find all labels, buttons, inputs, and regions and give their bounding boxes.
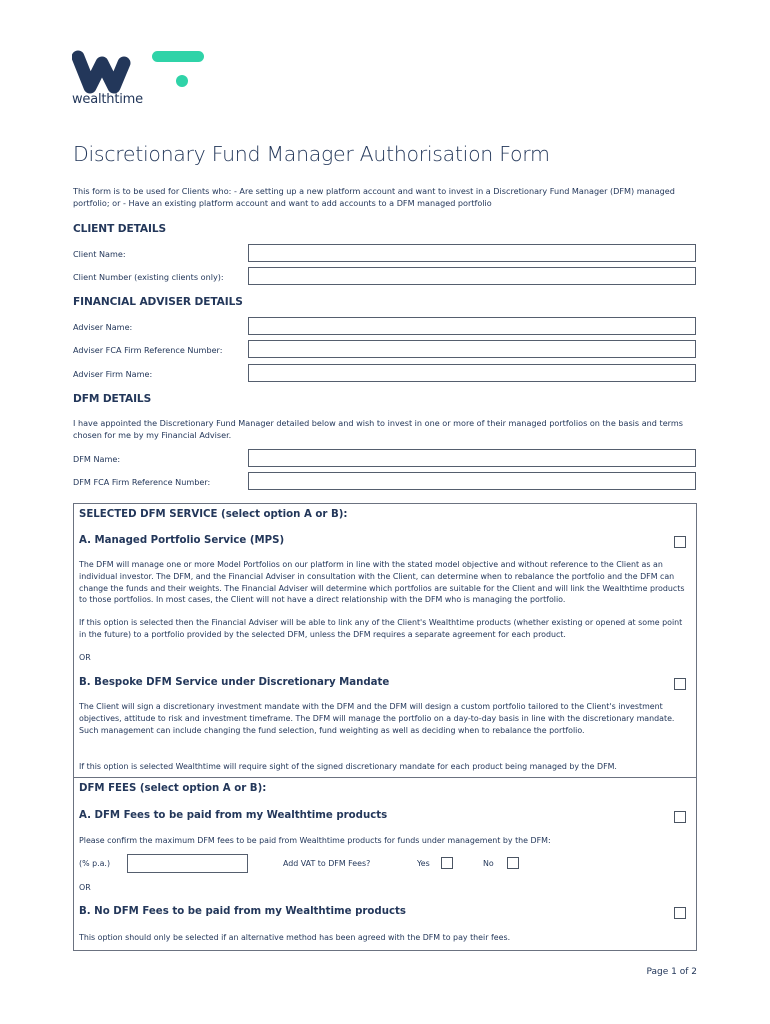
dfm-details-heading: DFM DETAILS: [73, 393, 152, 405]
dfm-fca-field[interactable]: [248, 472, 696, 490]
fees-option-a-checkbox[interactable]: [674, 811, 686, 823]
brand-name: wealthtime: [72, 92, 143, 107]
page-number: Page 1 of 2: [646, 967, 697, 977]
fee-percent-label: (% p.a.): [79, 859, 111, 868]
fees-option-a-title: A. DFM Fees to be paid from my Wealthtime products: [79, 810, 388, 821]
vat-question-label: Add VAT to DFM Fees?: [283, 859, 371, 868]
dfm-fca-label: DFM FCA Firm Reference Number:: [73, 477, 211, 487]
vat-yes-label: Yes: [417, 859, 430, 868]
option-a-mps-checkbox[interactable]: [674, 536, 686, 548]
service-heading: SELECTED DFM SERVICE (select option A or B):: [79, 509, 348, 520]
option-b-bespoke-description: The Client will sign a discretionary investment mandate with the DFM and the DFM will design a custom portfolio tailored to the Client's investment objectives, attitude to risk and investment timeframe. The DFM will manage the portfolio on a day-to-day basis in line with the discretionary mandate. Such management can include changing the fund selection, fund weighting as well as deciding when to rebalance the portfolio.: [79, 702, 675, 735]
option-a-mps-note: If this option is selected then the Financial Adviser will be able to link any of the Client's Wealthtime products (whether existing or opened at some point in the future) to a portfolio provided by the selected DFM, unless the DFM requires a separate agreement for each product.: [79, 618, 683, 639]
client-name-field[interactable]: [248, 244, 696, 262]
adviser-details-heading: FINANCIAL ADVISER DETAILS: [73, 296, 243, 308]
vat-no-label: No: [483, 859, 494, 868]
service-or-label: OR: [79, 653, 91, 662]
adviser-fca-field[interactable]: [248, 340, 696, 358]
client-name-label: Client Name:: [73, 249, 126, 259]
client-number-field[interactable]: [248, 267, 696, 285]
adviser-firm-label: Adviser Firm Name:: [73, 369, 153, 379]
fees-divider: [73, 777, 697, 778]
adviser-fca-label: Adviser FCA Firm Reference Number:: [73, 345, 223, 355]
client-details-heading: CLIENT DETAILS: [73, 223, 167, 235]
fees-option-a-instruction: Please confirm the maximum DFM fees to be paid from Wealthtime products for funds under management by the DFM:: [79, 836, 551, 845]
option-b-bespoke-checkbox[interactable]: [674, 678, 686, 690]
fees-option-b-note: This option should only be selected if an alternative method has been agreed with the DFM to pay their fees.: [79, 933, 511, 942]
adviser-name-field[interactable]: [248, 317, 696, 335]
fees-or-label: OR: [79, 883, 91, 892]
fees-heading: DFM FEES (select option A or B):: [79, 783, 267, 794]
client-number-label: Client Number (existing clients only):: [73, 272, 224, 282]
fee-percent-field[interactable]: [127, 854, 248, 873]
option-a-mps-description: The DFM will manage one or more Model Portfolios on our platform in line with the stated model objective and without reference to the Client as an individual investor. The DFM, and the Financial Adviser in consultation with the Client, can determine when to rebalance the portfolio and the DFM can change the funds and their weights. The Financial Adviser will determine which portfolios are suitable for the Client and will link the Wealthtime products to those portfolios. In most cases, the Client will not have a direct relationship with the DFM who is managing the portfolio.: [79, 560, 685, 605]
option-b-bespoke-note: If this option is selected Wealthtime will require sight of the signed discretionary mandate for each product being managed by the DFM.: [79, 762, 617, 771]
option-a-mps-title: A. Managed Portfolio Service (MPS): [79, 535, 285, 546]
dfm-name-field[interactable]: [248, 449, 696, 467]
adviser-firm-field[interactable]: [248, 364, 696, 382]
fees-option-b-title: B. No DFM Fees to be paid from my Wealthtime products: [79, 906, 406, 917]
form-intro: This form is to be used for Clients who: - Are setting up a new platform account and want to invest in a Discretionary Fund Manager (DFM) managed portfolio; or - Have an existing platform account and want to add accounts to a DFM managed portfolio: [73, 186, 675, 209]
form-title: Discretionary Fund Manager Authorisation Form: [73, 142, 550, 166]
vat-no-checkbox[interactable]: [507, 857, 519, 869]
fees-option-b-checkbox[interactable]: [674, 907, 686, 919]
dfm-statement: I have appointed the Discretionary Fund Manager detailed below and wish to invest in one or more of their managed portfolios on the basis and terms chosen for me by my Financial Adviser.: [73, 418, 683, 441]
adviser-name-label: Adviser Name:: [73, 322, 133, 332]
dfm-name-label: DFM Name:: [73, 454, 121, 464]
option-b-bespoke-title: B. Bespoke DFM Service under Discretionary Mandate: [79, 677, 390, 688]
vat-yes-checkbox[interactable]: [441, 857, 453, 869]
